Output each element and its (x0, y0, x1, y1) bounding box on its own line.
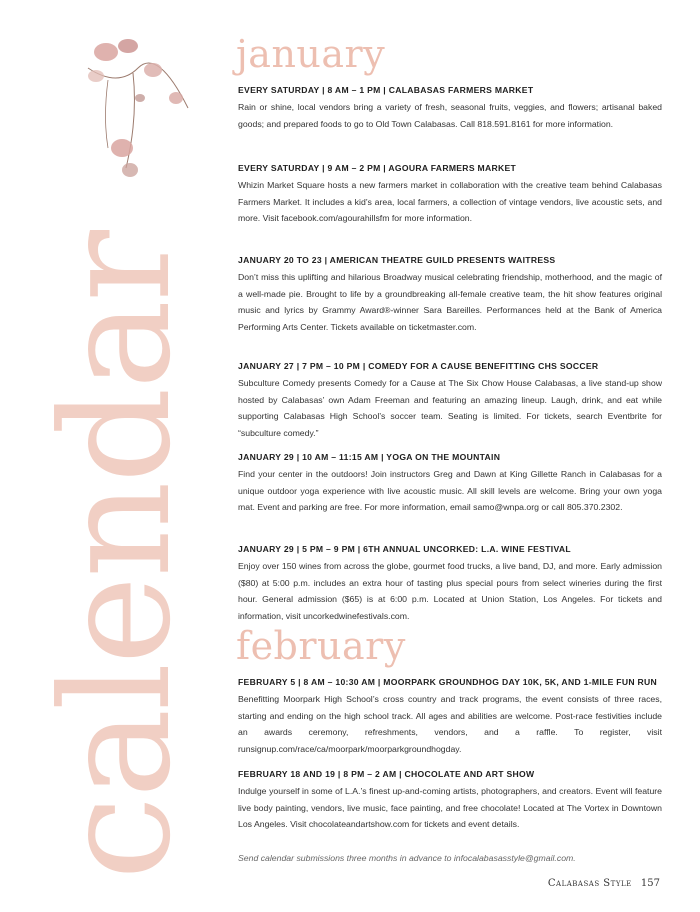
event-item (238, 768, 662, 833)
event-heading: JANUARY 29 | 5 PM – 9 PM | 6TH ANNUAL UNCORKED: L.A. WINE FESTIVAL (238, 544, 571, 554)
event-item (238, 543, 662, 624)
event-description: Indulge yourself in some of L.A.’s finest up-and-coming artists, photographers, and creators. Event will feature live body painting, vendors, live music, face painting, and free chocolate! Located at The Vortex in Downtown Los Angeles. Visit chocolateandartshow.com for tickets and event details. (238, 786, 662, 829)
event-description: Subculture Comedy presents Comedy for a Cause at The Six Chow House Calabasas, a live stand-up show hosted by Calabasas’ own Adam Freeman and featuring an amazing lineup. Laugh, drink, and eat while supporting Calabasas High School’s soccer team. Seating is limited. For tickets, search Eventbrite for “subculture comedy.” (238, 378, 662, 438)
event-item (238, 451, 662, 516)
page-number: 157 (640, 878, 660, 889)
event-heading: JANUARY 27 | 7 PM – 10 PM | COMEDY FOR A CAUSE BENEFITTING CHS SOCCER (238, 361, 599, 371)
event-description: Don’t miss this uplifting and hilarious Broadway musical celebrating friendship, motherhood, and the magic of a well-made pie. Brought to life by a groundbreaking all-female creative team, the hit show features original music and lyrics by Grammy Award®-winner Sara Bareilles. Performances held at the Bank of America Performing Arts Center. Tickets available on ticketmaster.com. (238, 272, 662, 332)
event-description: Benefitting Moorpark High School’s cross country and track programs, the event consists of three races, starting and ending on the high school track. All ages and abilities are welcome. Post-race festivities include an awards ceremony, refreshments, vendors, and a raffle. To register, visit runsignup.com/race/ca/moorpark/moorparkgroundhogday. (238, 694, 662, 754)
event-heading: JANUARY 29 | 10 AM – 11:15 AM | YOGA ON THE MOUNTAIN (238, 452, 501, 462)
event-description: Enjoy over 150 wines from across the globe, gourmet food trucks, a live band, DJ, and more. Early admission ($80) at 5:00 p.m. includes an extra hour of tasting plus special pours from select wineries during the first hour. General admission ($65) is at 6:00 p.m. Located at Union Station, Los Angeles. For tickets and information, visit uncorkedwinefestivals.com. (238, 561, 662, 621)
event-heading: JANUARY 20 TO 23 | AMERICAN THEATRE GUILD PRESENTS WAITRESS (238, 255, 556, 265)
month-heading-january: january (236, 32, 386, 76)
event-item (238, 84, 662, 132)
event-heading: EVERY SATURDAY | 9 AM – 2 PM | AGOURA FARMERS MARKET (238, 163, 517, 173)
event-description: Whizin Market Square hosts a new farmers market in collaboration with the creative team behind Calabasas Farmers Market. It includes a kid’s area, local farmers, a collection of vintage vendors, live acoustic sets, and more. Visit facebook.com/agourahillsfm for more information. (238, 180, 662, 223)
event-heading: FEBRUARY 18 AND 19 | 8 PM – 2 AM | CHOCOLATE AND ART SHOW (238, 769, 535, 779)
month-heading-february: february (236, 624, 406, 668)
event-description: Rain or shine, local vendors bring a variety of fresh, seasonal fruits, veggies, and flowers; artisanal baked goods; and prepared foods to go to Old Town Calabasas. Call 818.591.8161 for more information. (238, 102, 662, 129)
flower-illustration-icon (78, 28, 198, 188)
event-item (238, 676, 662, 757)
event-item (238, 254, 662, 335)
event-item (238, 360, 662, 441)
page-footer (548, 878, 660, 889)
event-description: Find your center in the outdoors! Join instructors Greg and Dawn at King Gillette Ranch in Calabasas for a unique outdoor yoga experience with live acoustic music. All skill levels are welcome. Bring your own yoga mat. Event and parking are free. For more information, email samo@wnpa.org or call 805.370.2302. (238, 469, 662, 512)
publication-name: Calabasas Style (547, 878, 632, 889)
event-heading: EVERY SATURDAY | 8 AM – 1 PM | CALABASAS FARMERS MARKET (238, 85, 534, 95)
event-item (238, 162, 662, 227)
event-heading: FEBRUARY 5 | 8 AM – 10:30 AM | MOORPARK GROUNDHOG DAY 10K, 5K, AND 1-MILE FUN RUN (238, 677, 658, 687)
section-title-vertical: calendar (30, 232, 204, 880)
submission-note: Send calendar submissions three months in advance to infocalabasasstyle@gmail.com. (238, 853, 576, 863)
